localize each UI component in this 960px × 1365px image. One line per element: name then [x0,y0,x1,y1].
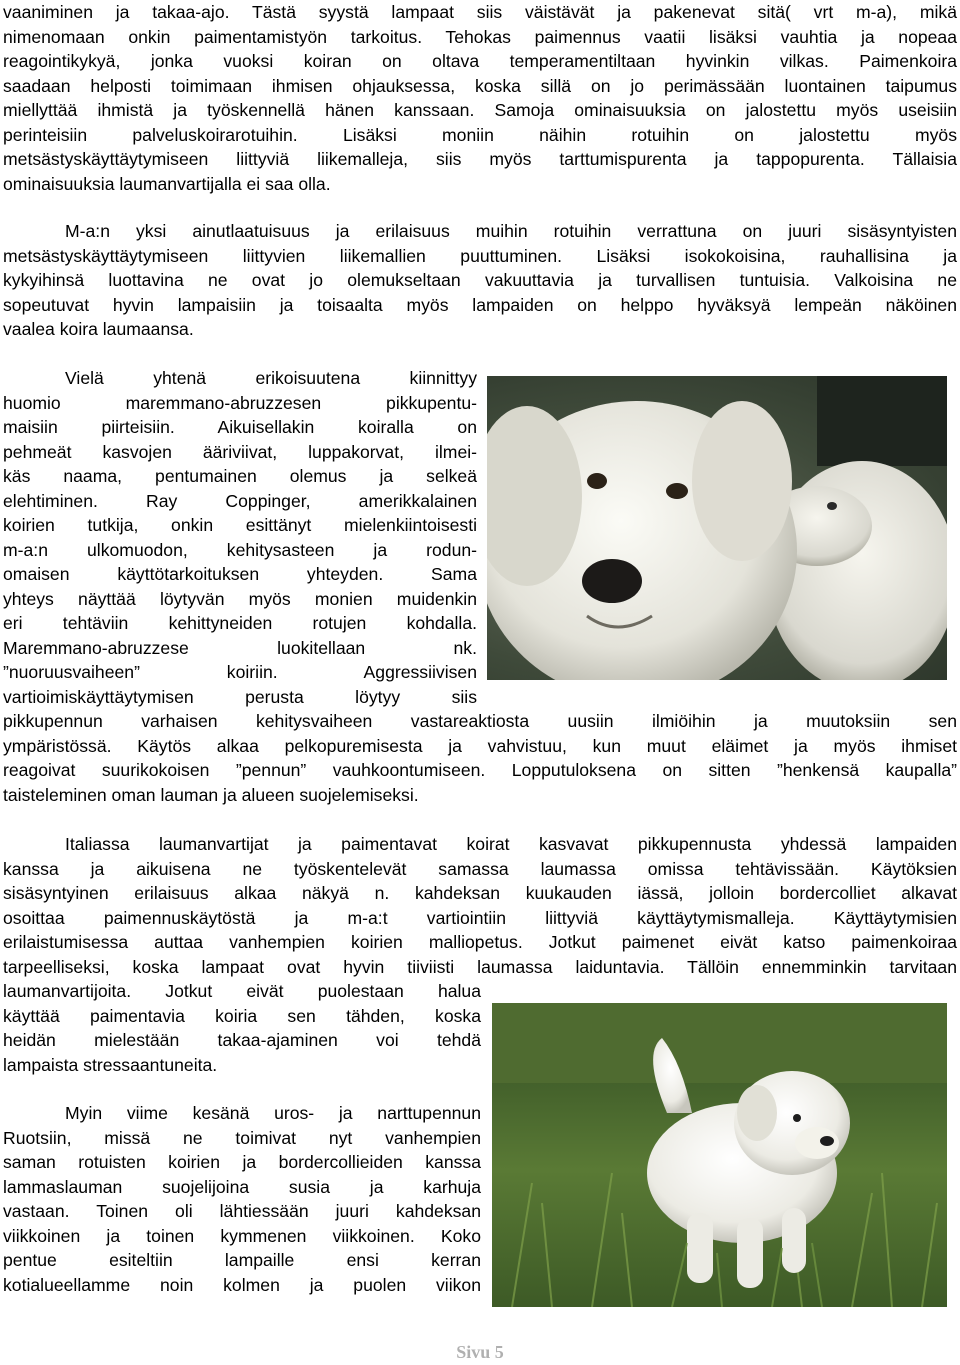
photo-two-white-dogs [487,376,947,680]
text-line: ”nuoruusvaiheen” koiriin. Aggressiivisen [3,662,477,682]
text-line: saman rotuisten koirien ja bordercollieiden kanssa [3,1152,481,1172]
text-line: lampaista stressaantuneita. [3,1054,218,1075]
page-number: Sivu 5 [456,1342,504,1362]
photo-white-puppy-in-grass [492,1003,947,1307]
text-line: miellyttää ihmistä ja työskennellä hänen kanssaan. Samoja ominaisuuksia on jalostettu myös useisiin [3,100,957,120]
photo-two-white-dogs-illustration [487,376,947,680]
text-line: sisäsyntyinen erilaisuus alkaa näkyä n. kahdeksan kuukauden iässä, jolloin bordercolliet alkavat [3,883,957,903]
text-line: viikkoinen ja toinen kymmenen viikkoinen. Koko [3,1225,481,1246]
text-line: heidän mielestään takaa-ajaminen voi tehdä [3,1030,481,1050]
text-line: erilaistumisessa auttaa vanhempien koirien malliopetus. Jotkut paimenet eivät katso paimenkoiraa [3,932,957,952]
text-line: osoittaa paimennuskäytöstä ja m-a:t vartiointiin liittyviä käyttäytymismalleja. Käyttäytymisien [3,907,957,928]
text-line: kykyihinsä luottavina ne ovat jo olemukseltaan vakuuttavia ja turvallisen tuntuisia. Valkoisina ne [3,270,957,290]
text-line: pentue esiteltiin lampaille ensi kerran [3,1250,481,1270]
text-line: yhteys näyttää löytyvän myös monien muidenkin [3,588,477,609]
text-line: Ruotsiin, missä ne toimivat nyt vanhempien [3,1127,481,1148]
text-line: nimenomaan onkin paimentamistyön tarkoitus. Tehokas paimennus vaatii lisäksi vauhtia ja nopeaa [3,26,957,47]
text-line: lammaslauman suojelijoina susia ja karhuja [3,1176,481,1197]
text-line: m-a:n ulkomuodon, kehitysasteen ja rodun- [3,539,477,560]
text-line: laumanvartijoita. Jotkut eivät puolestaan halua [3,981,481,1001]
text-line: omaisen käyttötarkoituksen yhteyden. Sama [3,564,477,584]
text-line: maisiin piirteisiin. Aikuisellakin koiralla on [3,417,477,437]
text-line: pikkupennun varhaisen kehitysvaiheen vastareaktiosta uusiin ilmiöihin ja muutoksiin sen [3,711,957,731]
text-line: metsästyskäyttäytymiseen liittyviä liikemalleja, siis myös tarttumispurenta ja tappopurenta. Tällaisia [3,149,957,169]
text-line: kanssa ja aikuisena ne työskentelevät samassa laumassa omissa tehtävissään. Käytöksien [3,858,957,879]
text-line: kotialueellamme noin kolmen ja puolen viikon [3,1274,481,1295]
text-line: vartioimiskäyttäytymisen perusta löytyy siis [3,686,477,707]
text-line: M-a:n yksi ainutlaatuisuus ja erilaisuus muihin rotuihin verrattuna on juuri sisäsyntyisten [65,221,957,241]
text-line: elehtiminen. Ray Coppinger, amerikkalainen [3,490,477,511]
text-line: vastaan. Toinen oli lähtiessään juuri kahdeksan [3,1201,481,1221]
text-line: ominaisuuksia laumanvartijalla ei saa olla. [3,173,331,194]
text-line: koirien tutkija, onkin esittänyt mielenkiintoisesti [3,515,477,535]
narrow-column [3,979,481,1077]
text-line: reagoivat suurikokoisen ”pennun” vauhkoontumiseen. Lopputuloksena on sitten ”henkensä kaupalla” [3,760,957,780]
text-line: taisteleminen oman lauman ja alueen suojelemiseksi. [3,784,419,805]
text-line: huomio maremmano-abruzzesen pikkupentu- [3,392,477,413]
narrow-column [3,366,477,709]
text-line: perinteisiin palveluskoirarotuihin. Lisäksi moniin näihin rotuihin on jalostettu myös [3,124,957,145]
text-line: vaaniminen ja takaa-ajo. Tästä syystä lampaat siis väistävät ja pakenevat sitä( vrt m-a), mikä [3,2,957,22]
text-line: Italiassa laumanvartijat ja paimentavat koirat kasvavat pikkupennusta yhdessä lampaiden [65,834,957,854]
text-line: käs naama, pentumainen olemus ja selkeä [3,466,477,486]
text-line: vaalea koira laumaansa. [3,319,194,339]
paragraph-sweden-puppies [3,1101,481,1297]
text-line: saadaan helposti toimimaan ihmisen ohjauksessa, koska sillä on jo perimässään luontainen taipumus [3,75,957,96]
text-line: metsästyskäyttäytymiseen liittyvien liikemallien puuttuminen. Lisäksi isokokoisina, rauhallisina ja [3,245,957,266]
text-line: Vielä yhtenä erikoisuutena kiinnittyy [65,368,477,388]
text-line: pehmeät kasvojen ääriviivat, luppakorvat, ilmei- [3,441,477,462]
photo-white-puppy-illustration [492,1003,947,1307]
text-line: sopeutuvat hyvin lampaisiin ja toisaalta myös lampaiden on helppo hyväksyä lempeän näköinen [3,294,957,315]
text-line: käyttää paimentavia koiria sen tähden, koska [3,1005,481,1026]
text-line: Maremmano-abruzzese luokitellaan nk. [3,637,477,658]
paragraph-unique-traits [3,219,957,342]
text-line: reagointikykyä, jonka vuoksi koiran on oltava temperamentiltaan hyvinkin vilkas. Paimenkoira [3,51,957,71]
paragraph-intro [3,0,957,196]
text-line: Myin viime kesänä uros- ja narttupennun [65,1103,481,1123]
text-line: eri tehtäviin kehittyneiden rotujen kohdalla. [3,613,477,633]
text-line: tarpeelliseksi, koska lampaat ovat hyvin tiiviisti laumassa laiduntavia. Tällöin ennemminkin tarvitaan [3,956,957,977]
text-line: ympäristössä. Käytös alkaa pelkopuremisesta ja vahvistuu, kun muut eläimet ja myös ihmiset [3,735,957,756]
